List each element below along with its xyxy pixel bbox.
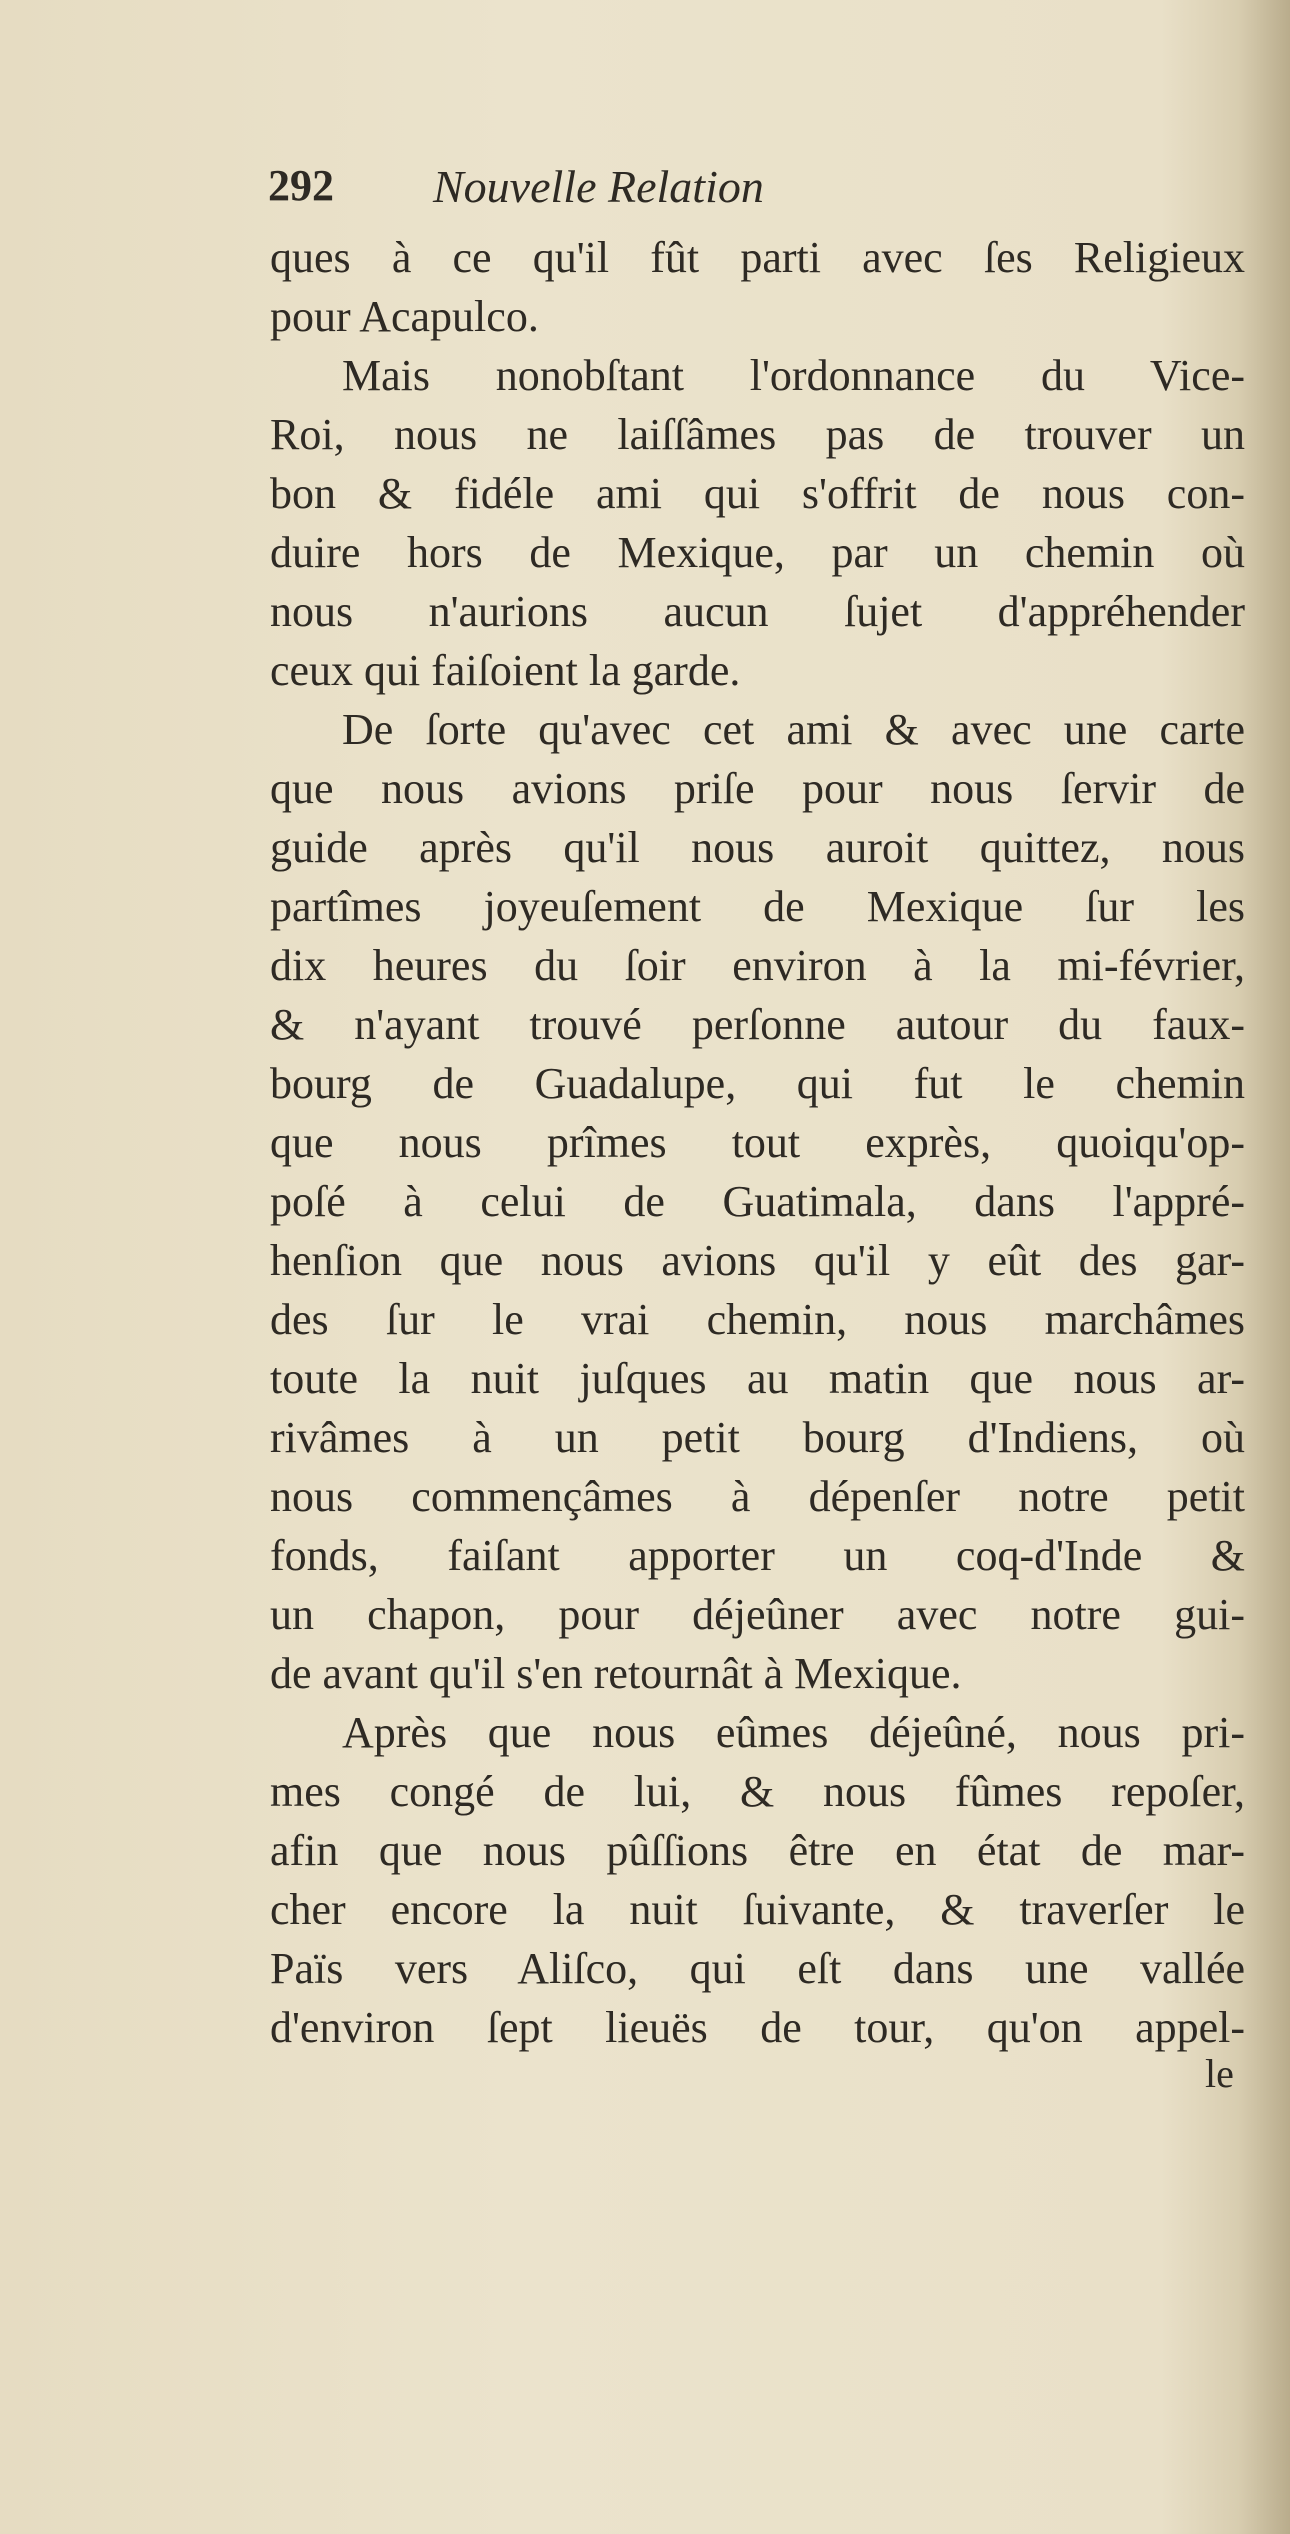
text-line: ceux qui faiſoient la garde.: [270, 646, 741, 695]
text-line: guide après qu'il nous auroit quittez, nous: [270, 823, 1245, 872]
text-line: rivâmes à un petit bourg d'Indiens, où: [270, 1413, 1245, 1462]
catchword: le: [1205, 2051, 1234, 2096]
text-line: duire hors de Mexique, par un chemin où: [270, 528, 1245, 577]
text-line: de avant qu'il s'en retournât à Mexique.: [270, 1649, 962, 1698]
text-line: pour Acapulco.: [270, 292, 539, 341]
text-line: des ſur le vrai chemin, nous marchâmes: [270, 1295, 1245, 1344]
running-header: [268, 160, 1008, 230]
text-line: nous n'aurions aucun ſujet d'appréhender: [270, 587, 1245, 636]
text-line: cher encore la nuit ſuivante, & traverſer le: [270, 1885, 1245, 1934]
text-line: que nous avions priſe pour nous ſervir de: [270, 764, 1245, 813]
text-line: Roi, nous ne laiſſâmes pas de trouver un: [270, 410, 1245, 459]
page-number: 292: [268, 161, 334, 210]
text-line: afin que nous pûſſions être en état de mar-: [270, 1826, 1245, 1875]
text-line: dix heures du ſoir environ à la mi-février,: [270, 941, 1245, 990]
text-line: bourg de Guadalupe, qui fut le chemin: [270, 1059, 1245, 1108]
text-line: henſion que nous avions qu'il y eût des gar-: [270, 1236, 1245, 1285]
text-line: poſé à celui de Guatimala, dans l'appré-: [270, 1177, 1245, 1226]
text-line: un chapon, pour déjeûner avec notre gui-: [270, 1590, 1245, 1639]
page-body-text: [270, 228, 1245, 2057]
text-line: Païs vers Aliſco, qui eſt dans une vallée: [270, 1944, 1245, 1993]
text-line: bon & fidéle ami qui s'offrit de nous con-: [270, 469, 1245, 518]
text-line: Mais nonobſtant l'ordonnance du Vice-: [342, 351, 1245, 400]
text-line: ques à ce qu'il fût parti avec ſes Religieux: [270, 233, 1245, 282]
text-line: que nous prîmes tout exprès, quoiqu'op-: [270, 1118, 1245, 1167]
text-line: & n'ayant trouvé perſonne autour du faux-: [270, 1000, 1245, 1049]
text-line: Après que nous eûmes déjeûné, nous pri-: [342, 1708, 1245, 1757]
text-line: nous commençâmes à dépenſer notre petit: [270, 1472, 1245, 1521]
text-line: d'environ ſept lieuës de tour, qu'on appel-: [270, 2003, 1245, 2052]
text-line: De ſorte qu'avec cet ami & avec une carte: [342, 705, 1245, 754]
running-title: Nouvelle Relation: [433, 161, 764, 212]
text-line: partîmes joyeuſement de Mexique ſur les: [270, 882, 1245, 931]
text-line: mes congé de lui, & nous fûmes repoſer,: [270, 1767, 1245, 1816]
text-line: fonds, faiſant apporter un coq-d'Inde &: [270, 1531, 1245, 1580]
text-line: toute la nuit juſques au matin que nous ar-: [270, 1354, 1245, 1403]
